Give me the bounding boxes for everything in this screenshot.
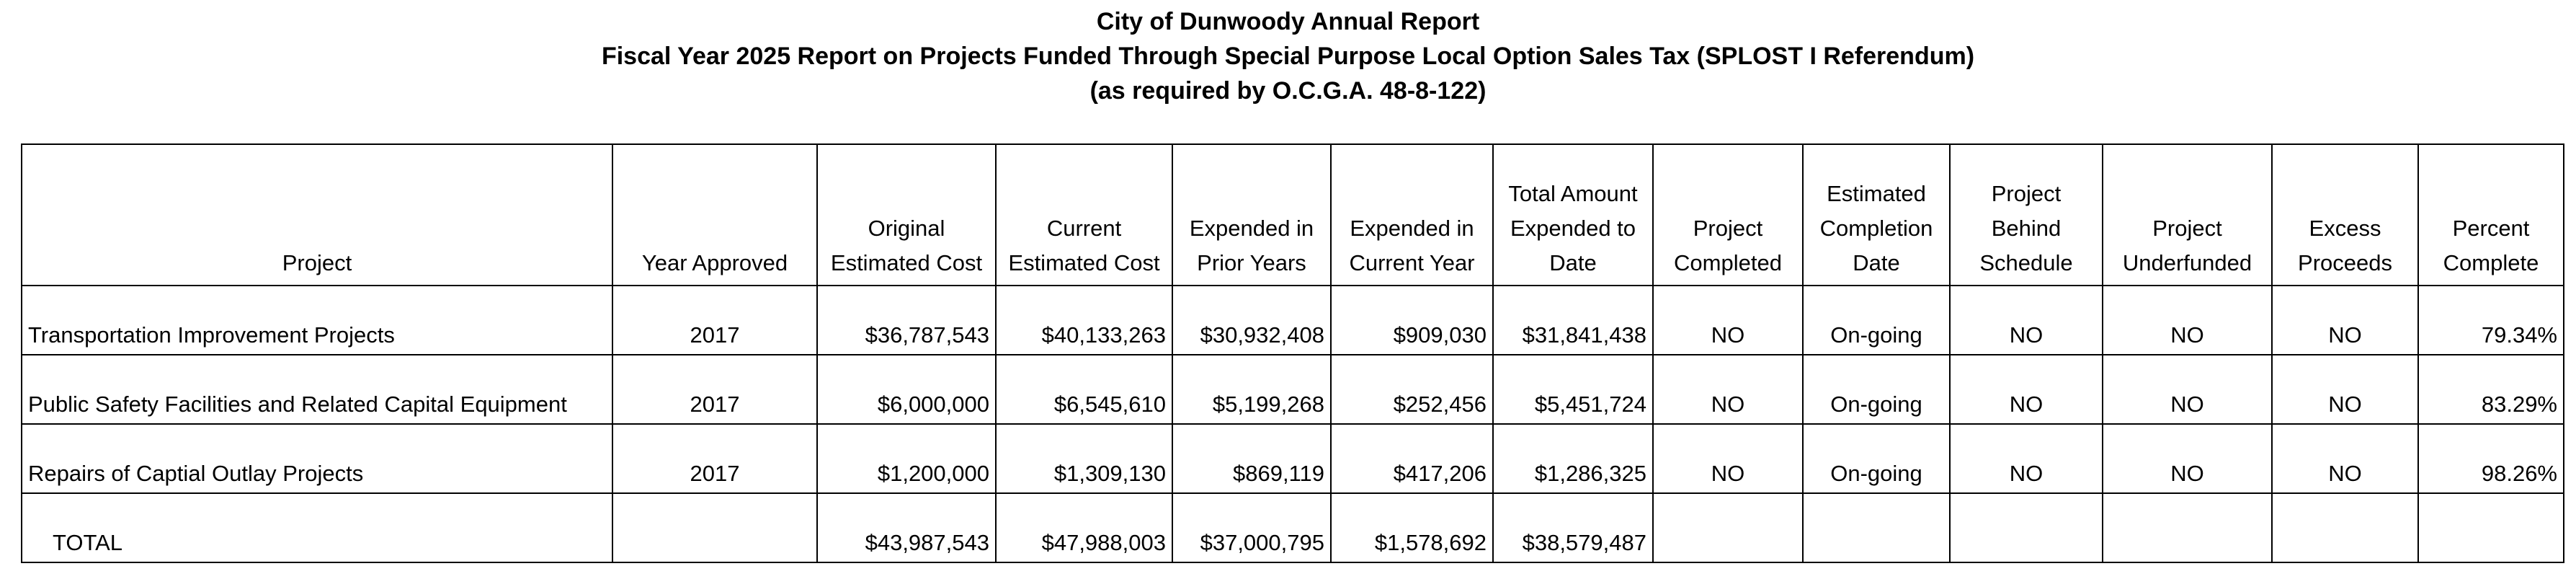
total-expended-prior: $37,000,795 [1172, 493, 1331, 562]
column-header-project: Project [22, 144, 612, 286]
column-header-expended-current-year: Expended in Current Year [1331, 144, 1493, 286]
cell-completed: NO [1653, 286, 1803, 355]
cell-total-expended: $5,451,724 [1493, 355, 1653, 424]
total-underfunded [2103, 493, 2272, 562]
cell-completion-date: On-going [1803, 355, 1950, 424]
column-header-project-completed: Project Completed [1653, 144, 1803, 286]
total-label: TOTAL [22, 493, 612, 562]
cell-completion-date: On-going [1803, 424, 1950, 493]
cell-completed: NO [1653, 424, 1803, 493]
cell-project: Repairs of Captial Outlay Projects [22, 424, 612, 493]
cell-current-cost: $40,133,263 [996, 286, 1172, 355]
total-completion-date [1803, 493, 1950, 562]
column-header-underfunded: Project Underfunded [2103, 144, 2272, 286]
cell-expended-current: $417,206 [1331, 424, 1493, 493]
report-title: City of Dunwoody Annual Report [1096, 8, 1480, 35]
cell-percent-complete: 98.26% [2418, 424, 2564, 493]
cell-behind-schedule: NO [1950, 286, 2103, 355]
cell-original-cost: $1,200,000 [817, 424, 996, 493]
cell-behind-schedule: NO [1950, 424, 2103, 493]
table-row [22, 286, 2564, 355]
column-header-total-expended: Total Amount Expended to Date [1493, 144, 1653, 286]
total-percent-complete [2418, 493, 2564, 562]
cell-current-cost: $1,309,130 [996, 424, 1172, 493]
cell-year-approved: 2017 [612, 286, 817, 355]
cell-current-cost: $6,545,610 [996, 355, 1172, 424]
statute-reference: (as required by O.C.G.A. 48-8-122) [1089, 77, 1487, 105]
cell-excess-proceeds: NO [2272, 355, 2418, 424]
cell-percent-complete: 83.29% [2418, 355, 2564, 424]
cell-expended-current: $909,030 [1331, 286, 1493, 355]
total-excess-proceeds [2272, 493, 2418, 562]
cell-excess-proceeds: NO [2272, 286, 2418, 355]
cell-excess-proceeds: NO [2272, 424, 2418, 493]
report-subtitle: Fiscal Year 2025 Report on Projects Funded Through Special Purpose Local Option Sales Tax (SPLOST I Referendum) [601, 43, 1975, 70]
cell-original-cost: $6,000,000 [817, 355, 996, 424]
total-original-cost: $43,987,543 [817, 493, 996, 562]
total-completed [1653, 493, 1803, 562]
cell-underfunded: NO [2103, 286, 2272, 355]
table-row [22, 424, 2564, 493]
column-header-percent-complete: Percent Complete [2418, 144, 2564, 286]
cell-total-expended: $1,286,325 [1493, 424, 1653, 493]
column-header-estimated-completion-date: Estimated Completion Date [1803, 144, 1950, 286]
total-row [22, 493, 2564, 562]
report-header [0, 0, 2576, 108]
cell-underfunded: NO [2103, 424, 2272, 493]
table-row [22, 355, 2564, 424]
total-expended-current: $1,578,692 [1331, 493, 1493, 562]
total-behind-schedule [1950, 493, 2103, 562]
column-header-year-approved: Year Approved [612, 144, 817, 286]
column-header-original-estimated-cost: Original Estimated Cost [817, 144, 996, 286]
total-year-approved [612, 493, 817, 562]
cell-total-expended: $31,841,438 [1493, 286, 1653, 355]
column-header-expended-prior-years: Expended in Prior Years [1172, 144, 1331, 286]
column-header-current-estimated-cost: Current Estimated Cost [996, 144, 1172, 286]
cell-expended-prior: $5,199,268 [1172, 355, 1331, 424]
cell-completed: NO [1653, 355, 1803, 424]
cell-project: Transportation Improvement Projects [22, 286, 612, 355]
total-expended-to-date: $38,579,487 [1493, 493, 1653, 562]
cell-year-approved: 2017 [612, 424, 817, 493]
cell-expended-prior: $869,119 [1172, 424, 1331, 493]
cell-underfunded: NO [2103, 355, 2272, 424]
cell-completion-date: On-going [1803, 286, 1950, 355]
column-header-excess-proceeds: Excess Proceeds [2272, 144, 2418, 286]
cell-original-cost: $36,787,543 [817, 286, 996, 355]
column-header-behind-schedule: Project Behind Schedule [1950, 144, 2103, 286]
header-row [22, 144, 2564, 286]
cell-expended-current: $252,456 [1331, 355, 1493, 424]
cell-behind-schedule: NO [1950, 355, 2103, 424]
cell-expended-prior: $30,932,408 [1172, 286, 1331, 355]
cell-project: Public Safety Facilities and Related Capital Equipment [22, 355, 612, 424]
cell-year-approved: 2017 [612, 355, 817, 424]
splost-projects-table [21, 143, 2564, 563]
cell-percent-complete: 79.34% [2418, 286, 2564, 355]
total-current-cost: $47,988,003 [996, 493, 1172, 562]
